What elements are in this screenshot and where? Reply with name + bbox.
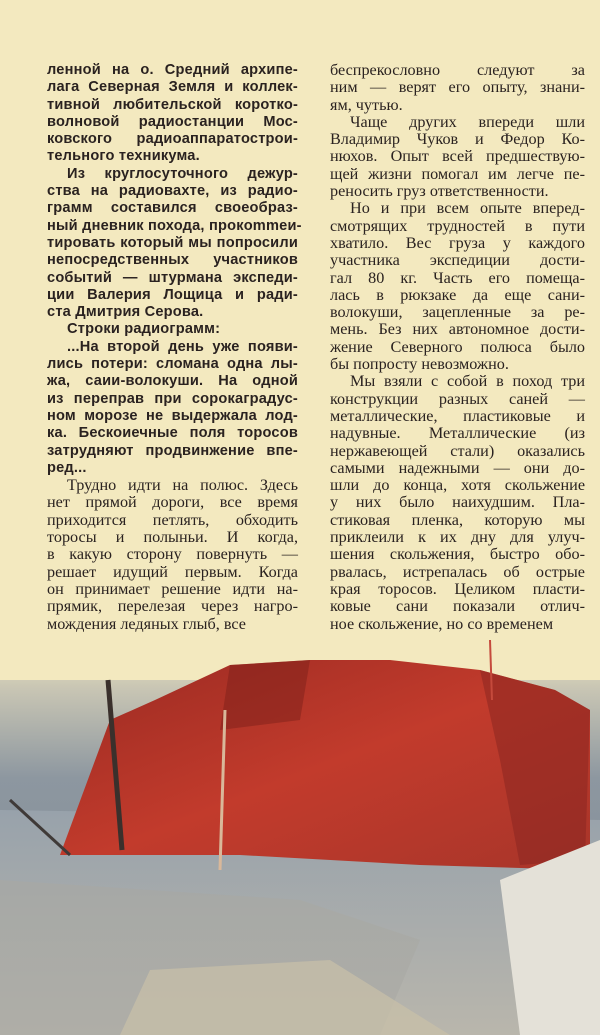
text-line: мождения ледяных глыб, все [47, 614, 246, 633]
text-line: края торосов. Целиком пласти- [330, 579, 585, 598]
text-line: тельного техникума. [47, 148, 200, 165]
text-line: Строки радиограмм: [67, 321, 221, 338]
text-line: надувные. Металлические (из [330, 424, 585, 443]
text-line: ним — верят его опыту, знани- [330, 78, 585, 97]
text-line: Трудно идти на полюс. Здесь [67, 476, 298, 495]
text-line: грамм составился своеобраз- [47, 200, 298, 217]
text-line: самыми надежными — они до- [330, 458, 585, 477]
text-line: Из круглосуточного дежур- [67, 165, 298, 182]
text-line: лага Северная Земля и коллек- [47, 79, 298, 96]
text-line: стиковая пленка, которую мы [330, 510, 585, 529]
text-line: бы попросту невозможно. [330, 355, 509, 374]
text-line: гал 80 кг. Часть его помеща- [330, 268, 585, 287]
text-line: волновой радиостанции Мос- [47, 113, 298, 130]
text-line: хватило. Вес груза у каждого [330, 233, 585, 252]
text-line: металлические, пластиковые и [330, 406, 585, 425]
text-line: щей жизни помогал им легче пе- [330, 164, 585, 183]
text-line: прямик, перелезая через нагро- [47, 597, 298, 616]
text-line: ковского радиоаппаратострои- [47, 131, 298, 148]
tent-photo [0, 640, 600, 1035]
text-line: приклеили к их дну для улуч- [330, 528, 585, 547]
text-line: рвалась, истрепалась об острые [330, 562, 585, 581]
text-line: смотрящих трудностей в пути [330, 216, 585, 235]
text-line: ное скольжение, но со временем [330, 614, 554, 633]
text-line: решает идущий первым. Когда [47, 562, 298, 581]
text-line: ства на радиовахте, из радио- [47, 183, 298, 200]
text-line: у них было наихудшим. Пла- [330, 493, 585, 512]
text-line: ленной на о. Средний архипе- [47, 62, 298, 78]
text-line: Но и при всем опыте вперед- [350, 199, 585, 218]
text-line: событий — штурмана экспеди- [47, 269, 298, 286]
text-line: шения скольжения, быстро обо- [330, 545, 585, 564]
text-line: волокуши, зацепленные за ре- [330, 303, 585, 322]
text-line: в какую сторону повернуть — [47, 545, 298, 564]
text-line: затрудняют продвинжение впе- [47, 442, 298, 459]
text-line: жа, саии-волокуши. На одной [47, 373, 298, 390]
text-line: конструкции разных саней — [330, 389, 585, 408]
text-line: лась в рюкзаке да еще сани- [330, 285, 585, 304]
text-line: нержавеющей стали) оказались [330, 441, 585, 460]
text-line: ста Дмитрия Серова. [47, 304, 204, 321]
text-line: тировать который мы попросили [47, 234, 298, 251]
text-line: нет прямой дороги, все время [47, 493, 298, 512]
text-line: ном морозе не выдержала лод- [47, 407, 298, 424]
text-line: нюхов. Опыт всей предшествую- [330, 147, 585, 166]
text-line: шли до конца, хотя скольжение [330, 476, 585, 495]
text-line: участника экспедиции дости- [330, 251, 585, 270]
text-line: ковые сани показали отлич- [330, 597, 585, 616]
text-line: мень. Без них автономное дости- [330, 320, 585, 339]
right-text-column [330, 62, 585, 633]
text-line: беспрекословно следуют за [330, 61, 585, 79]
text-line: тивной любительской коротко- [47, 96, 298, 113]
text-line: ям, чутью. [330, 95, 403, 114]
left-text-column [47, 62, 302, 633]
text-line: приходится петлять, обходить [47, 510, 298, 529]
text-line: реносить груз ответственности. [330, 182, 549, 201]
text-line: из переправ при сорокаградус- [47, 390, 298, 407]
text-line: Чаще других впереди шли [350, 112, 585, 131]
text-line: торосы и полыньи. И когда, [47, 528, 298, 547]
text-line: жение Северного полюса было [330, 337, 585, 356]
text-line: Владимир Чуков и Федор Ко- [330, 130, 585, 149]
text-line: лись потери: сломана одна лы- [47, 356, 298, 373]
text-line: ный дневник похода, прокommeи- [47, 217, 302, 234]
text-line: он принимает решение идти на- [47, 579, 298, 598]
text-line: ...На второй день уже появи- [67, 338, 298, 355]
text-line: Мы взяли с собой в поход три [350, 372, 585, 391]
text-line: непосредственных участников [47, 252, 298, 269]
text-line: ред... [47, 459, 87, 476]
text-line: ка. Бескоиечные поля торосов [47, 425, 298, 442]
text-line: ции Валерия Лощица и ради- [47, 286, 298, 303]
